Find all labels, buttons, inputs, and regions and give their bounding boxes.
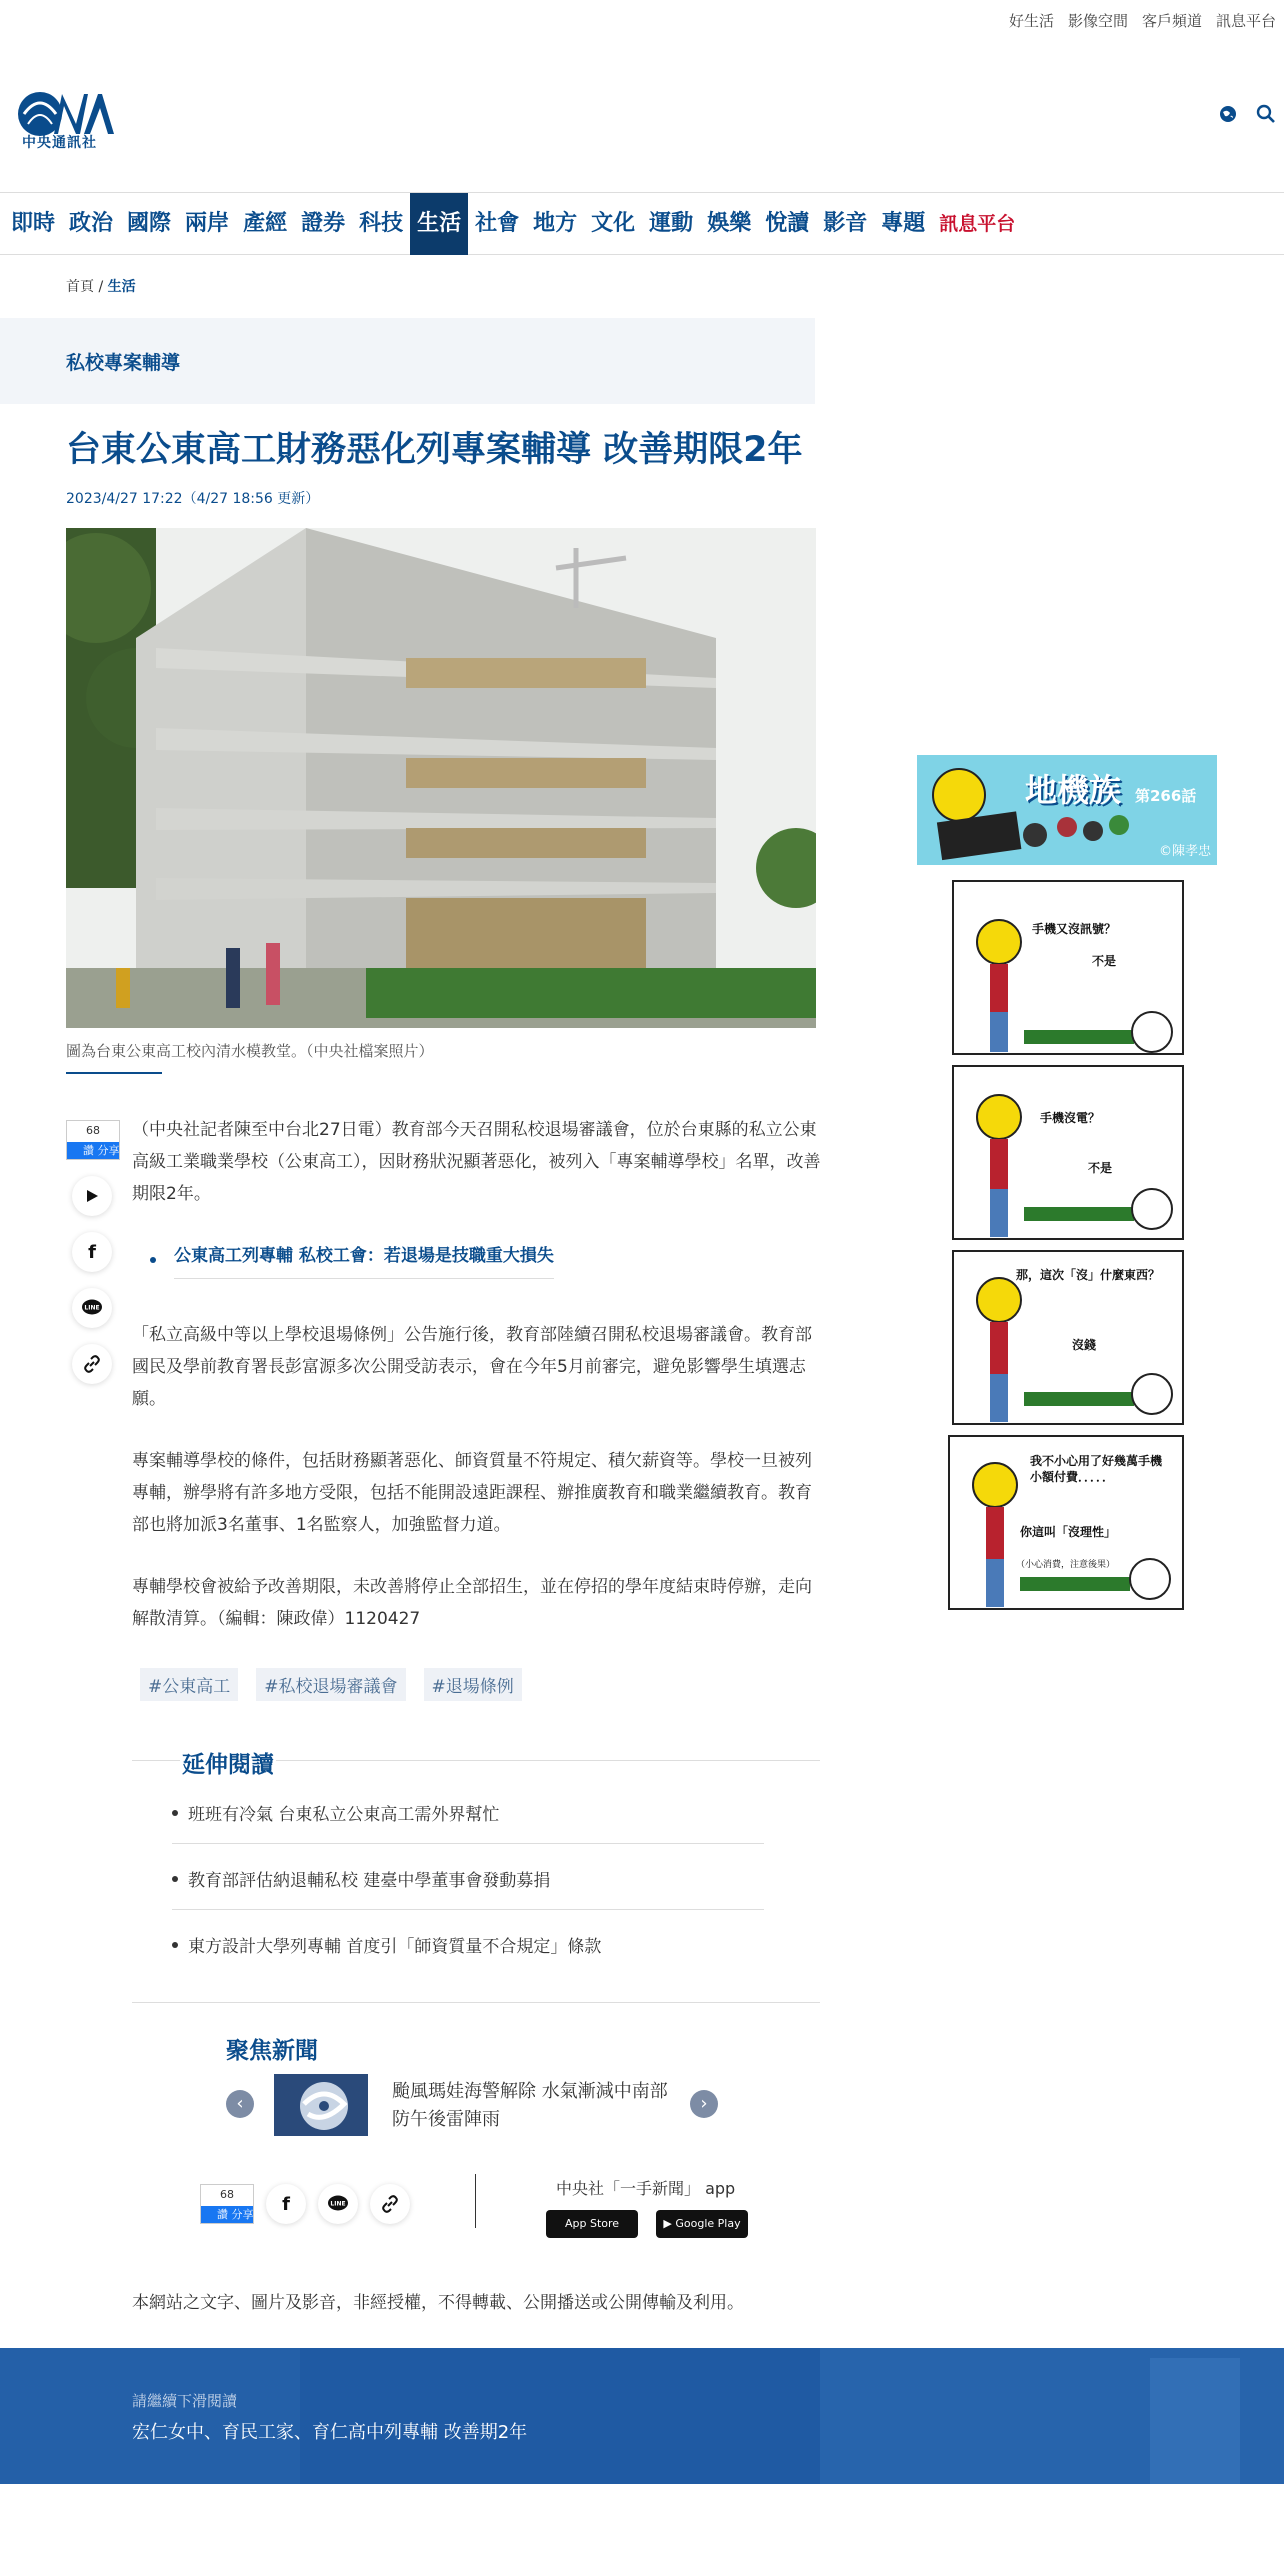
breadcrumb-current[interactable]: 生活 — [107, 279, 136, 295]
breadcrumb-home[interactable]: 首頁 — [66, 279, 94, 295]
paragraph-1: （中央社記者陳至中台北27日電）教育部今天召開私校退場審議會，位於台東縣的私立公東高級工業職業學校（公東高工），因財務狀況顯著惡化，被列入「專案輔導學校」名單，改善期限2年。 — [132, 1120, 821, 1204]
play-store-icon: ▶ — [663, 2217, 672, 2230]
comic-speech: 手機沒電？ — [1040, 1111, 1101, 1125]
focus-headline[interactable]: 颱風瑪娃海警解除 水氣漸減中南部防午後雷陣雨 — [392, 2081, 668, 2130]
comic-panel[interactable] — [952, 880, 1184, 1055]
nav-item-culture[interactable]: 文化 — [591, 210, 636, 236]
svg-text:LINE: LINE — [84, 1304, 100, 1312]
comic-author: ©陳孝忠 — [1158, 844, 1211, 859]
next-article-band[interactable] — [0, 2348, 1284, 2484]
comic-panel[interactable] — [952, 1065, 1184, 1240]
breadcrumb-separator: / — [98, 279, 104, 295]
globe-icon[interactable] — [1218, 104, 1238, 124]
nav-item-entertainment[interactable]: 娛樂 — [707, 210, 752, 236]
comic-episode: 第266話 — [1135, 787, 1197, 805]
nav-item-society[interactable]: 社會 — [475, 210, 520, 236]
focus-title: 聚焦新聞 — [226, 2038, 318, 2064]
tag-item[interactable]: #退場條例 — [424, 1668, 522, 1701]
focus-prev-button[interactable] — [226, 2090, 254, 2118]
comic-speech: 你這叫「沒理性」 — [1020, 1525, 1117, 1539]
photo-caption: 圖為台東公東高工校內清水模教堂。（中央社檔案照片） — [66, 1042, 434, 1060]
nav-item-sports[interactable]: 運動 — [649, 210, 694, 236]
bullet — [172, 1810, 178, 1816]
list-item[interactable] — [172, 1856, 764, 1910]
article-body — [132, 1114, 822, 1665]
line-icon — [81, 1299, 103, 1317]
chevron-left-icon: ‹ — [236, 2093, 244, 2114]
facebook-like-box[interactable] — [200, 2184, 254, 2224]
header-icons — [1218, 104, 1276, 124]
nav-item-instant[interactable]: 即時 — [11, 210, 56, 236]
share-column — [66, 1120, 120, 1384]
bottom-share — [200, 2184, 410, 2224]
app-store-button[interactable] — [546, 2210, 638, 2238]
comic-speech: 不是 — [1088, 1161, 1113, 1175]
comic-panel-art — [954, 1067, 1184, 1240]
topic-label[interactable]: 私校專案輔導 — [66, 352, 181, 374]
top-links — [1009, 10, 1276, 31]
play-audio-button[interactable] — [72, 1176, 112, 1216]
top-link-message-platform[interactable]: 訊息平台 — [1215, 12, 1276, 30]
nav-item-reading[interactable]: 悅讀 — [765, 210, 810, 236]
next-article-kicker: 請繼續下滑閱讀 — [132, 2392, 238, 2410]
nav-item-special[interactable]: 專題 — [881, 210, 926, 236]
copy-link-button[interactable] — [370, 2184, 410, 2224]
nav-item-politics[interactable]: 政治 — [69, 210, 114, 236]
tag-item[interactable]: #公東高工 — [140, 1668, 238, 1701]
comic-speech: 那，這次「沒」什麼東西？ — [1016, 1268, 1161, 1282]
bullet — [172, 1876, 178, 1882]
google-play-label: Google Play — [675, 2217, 741, 2230]
play-icon — [85, 1189, 99, 1203]
like-button[interactable]: 讚 分享 — [67, 1142, 119, 1159]
focus-divider — [132, 2002, 820, 2003]
focus-next-button[interactable] — [690, 2090, 718, 2118]
copy-link-button[interactable] — [72, 1344, 112, 1384]
related-article-text[interactable]: 公東高工列專輔 私校工會：若退場是技職重大損失 — [174, 1240, 554, 1279]
nav-item-life[interactable]: 生活 — [410, 193, 468, 255]
nav-item-international[interactable]: 國際 — [127, 210, 172, 236]
paragraph-3: 專案輔導學校的條件，包括財務顯著惡化、師資質量不符規定、積欠薪資等。學校一旦被列專輔，辦學將有許多地方受限，包括不能開設遠距課程、辦推廣教育和職業繼續教育。教育部也將加派3名董事、1名監察人，加強監督力道。 — [132, 1451, 812, 1535]
article-photo[interactable] — [66, 528, 816, 1028]
nav-item-local[interactable]: 地方 — [533, 210, 578, 236]
link-icon — [83, 1355, 101, 1373]
topic-band — [0, 318, 815, 404]
like-count: 68 — [220, 2188, 234, 2201]
comic-speech: 我不小心用了好幾萬手機小額付費．．．．． — [1030, 1454, 1163, 1484]
comic-panel[interactable] — [948, 1435, 1184, 1610]
article-date: 2023/4/27 17:22（4/27 18:56 更新） — [66, 491, 320, 507]
comic-note: （小心消費，注意後果） — [1016, 1560, 1116, 1570]
facebook-icon: f — [88, 1241, 96, 1263]
top-link-good-life[interactable]: 好生活 — [1008, 12, 1054, 30]
nav-item-securities[interactable]: 證券 — [301, 210, 346, 236]
link-icon — [381, 2195, 399, 2213]
extended-list — [172, 1790, 764, 1987]
facebook-like-box[interactable] — [66, 1120, 120, 1160]
search-icon[interactable] — [1256, 104, 1276, 124]
caption-underline — [66, 1072, 162, 1074]
line-share-button[interactable] — [318, 2184, 358, 2224]
paragraph-4: 專輔學校會被給予改善期限，未改善將停止全部招生，並在停招的學年度結束時停辦，走向解散清算。（編輯：陳政偉）1120427 — [132, 1577, 812, 1629]
comic-speech: 不是 — [1092, 954, 1117, 968]
comic-panel[interactable] — [952, 1250, 1184, 1425]
comic-banner[interactable] — [917, 755, 1217, 865]
nav-item-economy[interactable]: 產經 — [243, 210, 288, 236]
comic-speech: 手機又沒訊號？ — [1032, 922, 1117, 936]
nav-item-message-platform[interactable]: 訊息平台 — [939, 212, 1016, 235]
list-item[interactable] — [172, 1922, 764, 1975]
nav-item-technology[interactable]: 科技 — [359, 210, 404, 236]
bullet — [150, 1257, 156, 1263]
bullet — [172, 1942, 178, 1948]
top-link-client-channel[interactable]: 客戶頻道 — [1141, 12, 1202, 30]
comic-panel-art — [954, 882, 1184, 1055]
svg-text:LINE: LINE — [330, 2200, 346, 2208]
logo-text: 中央通訊社 — [22, 135, 97, 151]
app-store-label: App Store — [564, 2217, 620, 2230]
like-button[interactable]: 讚 分享 — [201, 2206, 253, 2223]
facebook-share-button[interactable] — [72, 1232, 112, 1272]
share-divider — [475, 2174, 476, 2228]
line-share-button[interactable] — [72, 1288, 112, 1328]
comic-title: 地機族 — [1025, 771, 1122, 809]
next-article-title[interactable]: 宏仁女中、育民工家、育仁高中列專輔 改善期2年 — [132, 2422, 528, 2443]
related-article-link[interactable] — [150, 1240, 822, 1279]
comic-speech: 沒錢 — [1072, 1338, 1097, 1352]
line-icon — [327, 2195, 349, 2213]
article-title: 台東公東高工財務惡化列專案輔導 改善期限2年 — [66, 430, 803, 470]
extended-item-text[interactable]: 教育部評估納退輔私校 建臺中學董事會發動募捐 — [188, 1871, 551, 1891]
main-nav — [0, 192, 1284, 255]
nav-item-video[interactable]: 影音 — [823, 210, 868, 236]
like-count: 68 — [86, 1124, 100, 1137]
copyright-notice: 本網站之文字、圖片及影音，非經授權，不得轉載、公開播送或公開傳輸及利用。 — [132, 2293, 744, 2313]
facebook-icon: f — [282, 2193, 290, 2215]
top-link-image-space[interactable]: 影像空間 — [1067, 12, 1128, 30]
google-play-button[interactable] — [656, 2210, 748, 2238]
facebook-share-button[interactable] — [266, 2184, 306, 2224]
chevron-right-icon: › — [700, 2093, 708, 2114]
footer-background — [0, 2348, 1284, 2484]
tag-item[interactable]: #私校退場審議會 — [256, 1668, 405, 1701]
nav-item-cross-strait[interactable]: 兩岸 — [185, 210, 230, 236]
extended-item-text[interactable]: 東方設計大學列專輔 首度引「師資質量不合規定」條款 — [188, 1937, 602, 1957]
paragraph-2: 「私立高級中等以上學校退場條例」公告施行後，教育部陸續召開私校退場審議會。教育部國民及學前教育署長彭富源多次公開受訪表示，會在今年5月前審完，避免影響學生填選志願。 — [132, 1325, 812, 1409]
breadcrumb — [66, 276, 136, 296]
app-label: 中央社「一手新聞」 app — [556, 2179, 736, 2198]
extended-title: 延伸閱讀 — [180, 1746, 276, 1779]
extended-item-text[interactable]: 班班有冷氣 台東私立公東高工需外界幫忙 — [188, 1805, 500, 1825]
focus-thumbnail[interactable] — [274, 2074, 368, 2136]
list-item[interactable] — [172, 1790, 764, 1844]
tag-list — [140, 1668, 522, 1701]
